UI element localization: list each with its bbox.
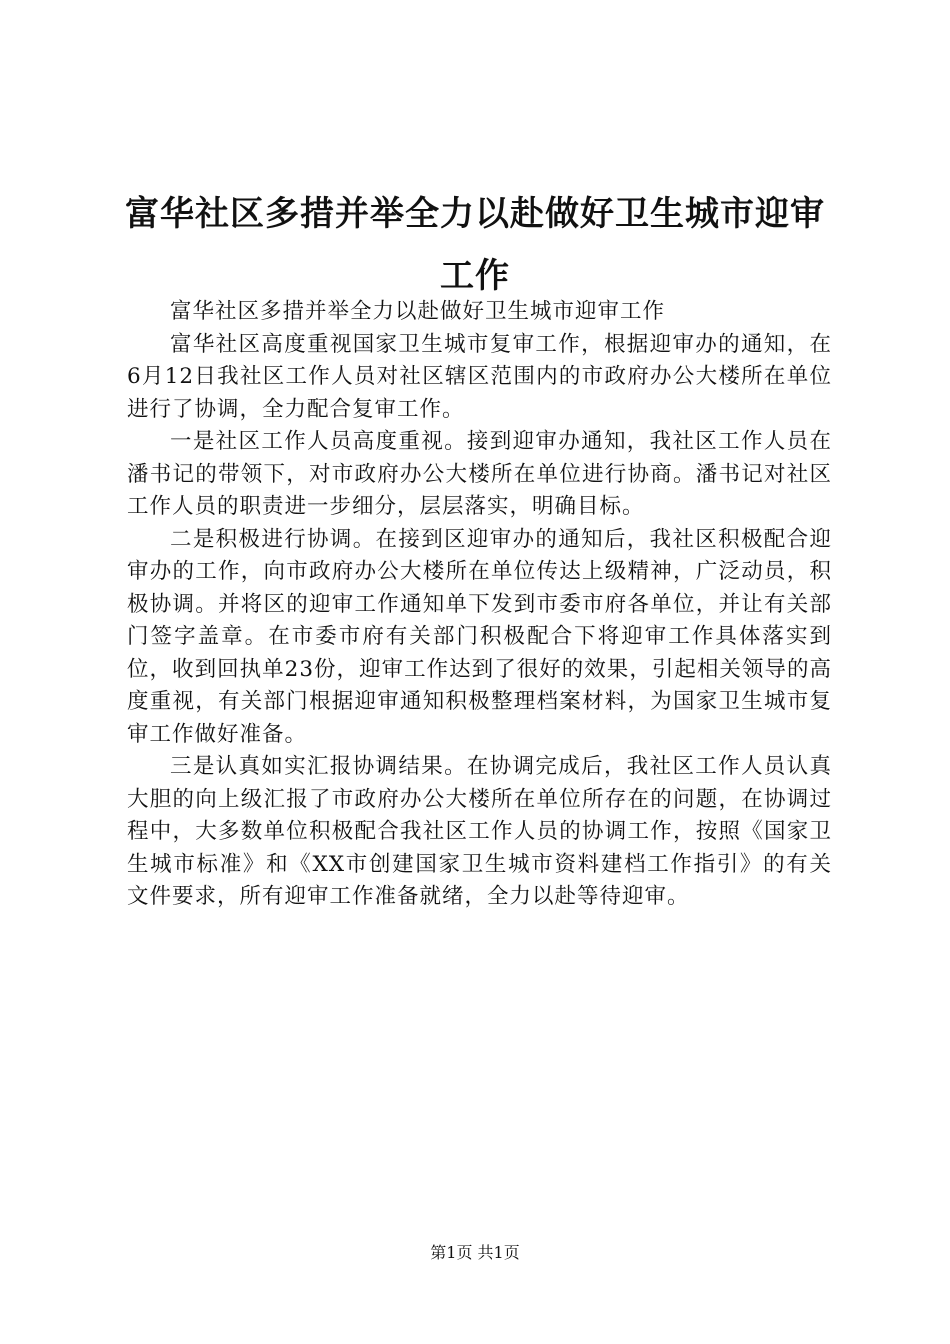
document-subtitle: 富华社区多措并举全力以赴做好卫生城市迎审工作 (170, 299, 666, 324)
document-body (127, 296, 832, 914)
document-title: 富华社区多措并举全力以赴做好卫生城市迎审工作 (125, 194, 825, 296)
paragraph-point-one: 一是社区工作人员高度重视。接到迎审办通知，我社区工作人员在潘书记的带领下，对市政府办公大楼所在单位进行协商。潘书记对社区工作人员的职责进一步细分，层层落实，明确目标。 (127, 429, 832, 519)
paragraph-point-two: 二是积极进行协调。在接到区迎审办的通知后，我社区积极配合迎审办的工作，向市政府办公大楼所在单位传达上级精神，广泛动员，积极协调。并将区的迎审工作通知单下发到市委市府各单位，并让有关部门签字盖章。在市委市府有关部门积极配合下将迎审工作具体落实到位，收到回执单23份，迎审工作达到了很好的效果，引起相关领导的高度重视，有关部门根据迎审通知积极整理档案材料，为国家卫生城市复审工作做好准备。 (127, 526, 832, 747)
page-footer: 第1页 共1页 (430, 1243, 520, 1262)
paragraph-intro: 富华社区高度重视国家卫生城市复审工作，根据迎审办的通知，在6月12日我社区工作人员对社区辖区范围内的市政府办公大楼所在单位进行了协调，全力配合复审工作。 (127, 331, 832, 422)
paragraph-point-three: 三是认真如实汇报协调结果。在协调完成后，我社区工作人员认真大胆的向上级汇报了市政府办公大楼所在单位所存在的问题，在协调过程中，大多数单位积极配合我社区工作人员的协调工作，按照《国家卫生城市标准》和《XX市创建国家卫生城市资料建档工作指引》的有关文件要求，所有迎审工作准备就绪，全力以赴等待迎审。 (127, 754, 832, 909)
